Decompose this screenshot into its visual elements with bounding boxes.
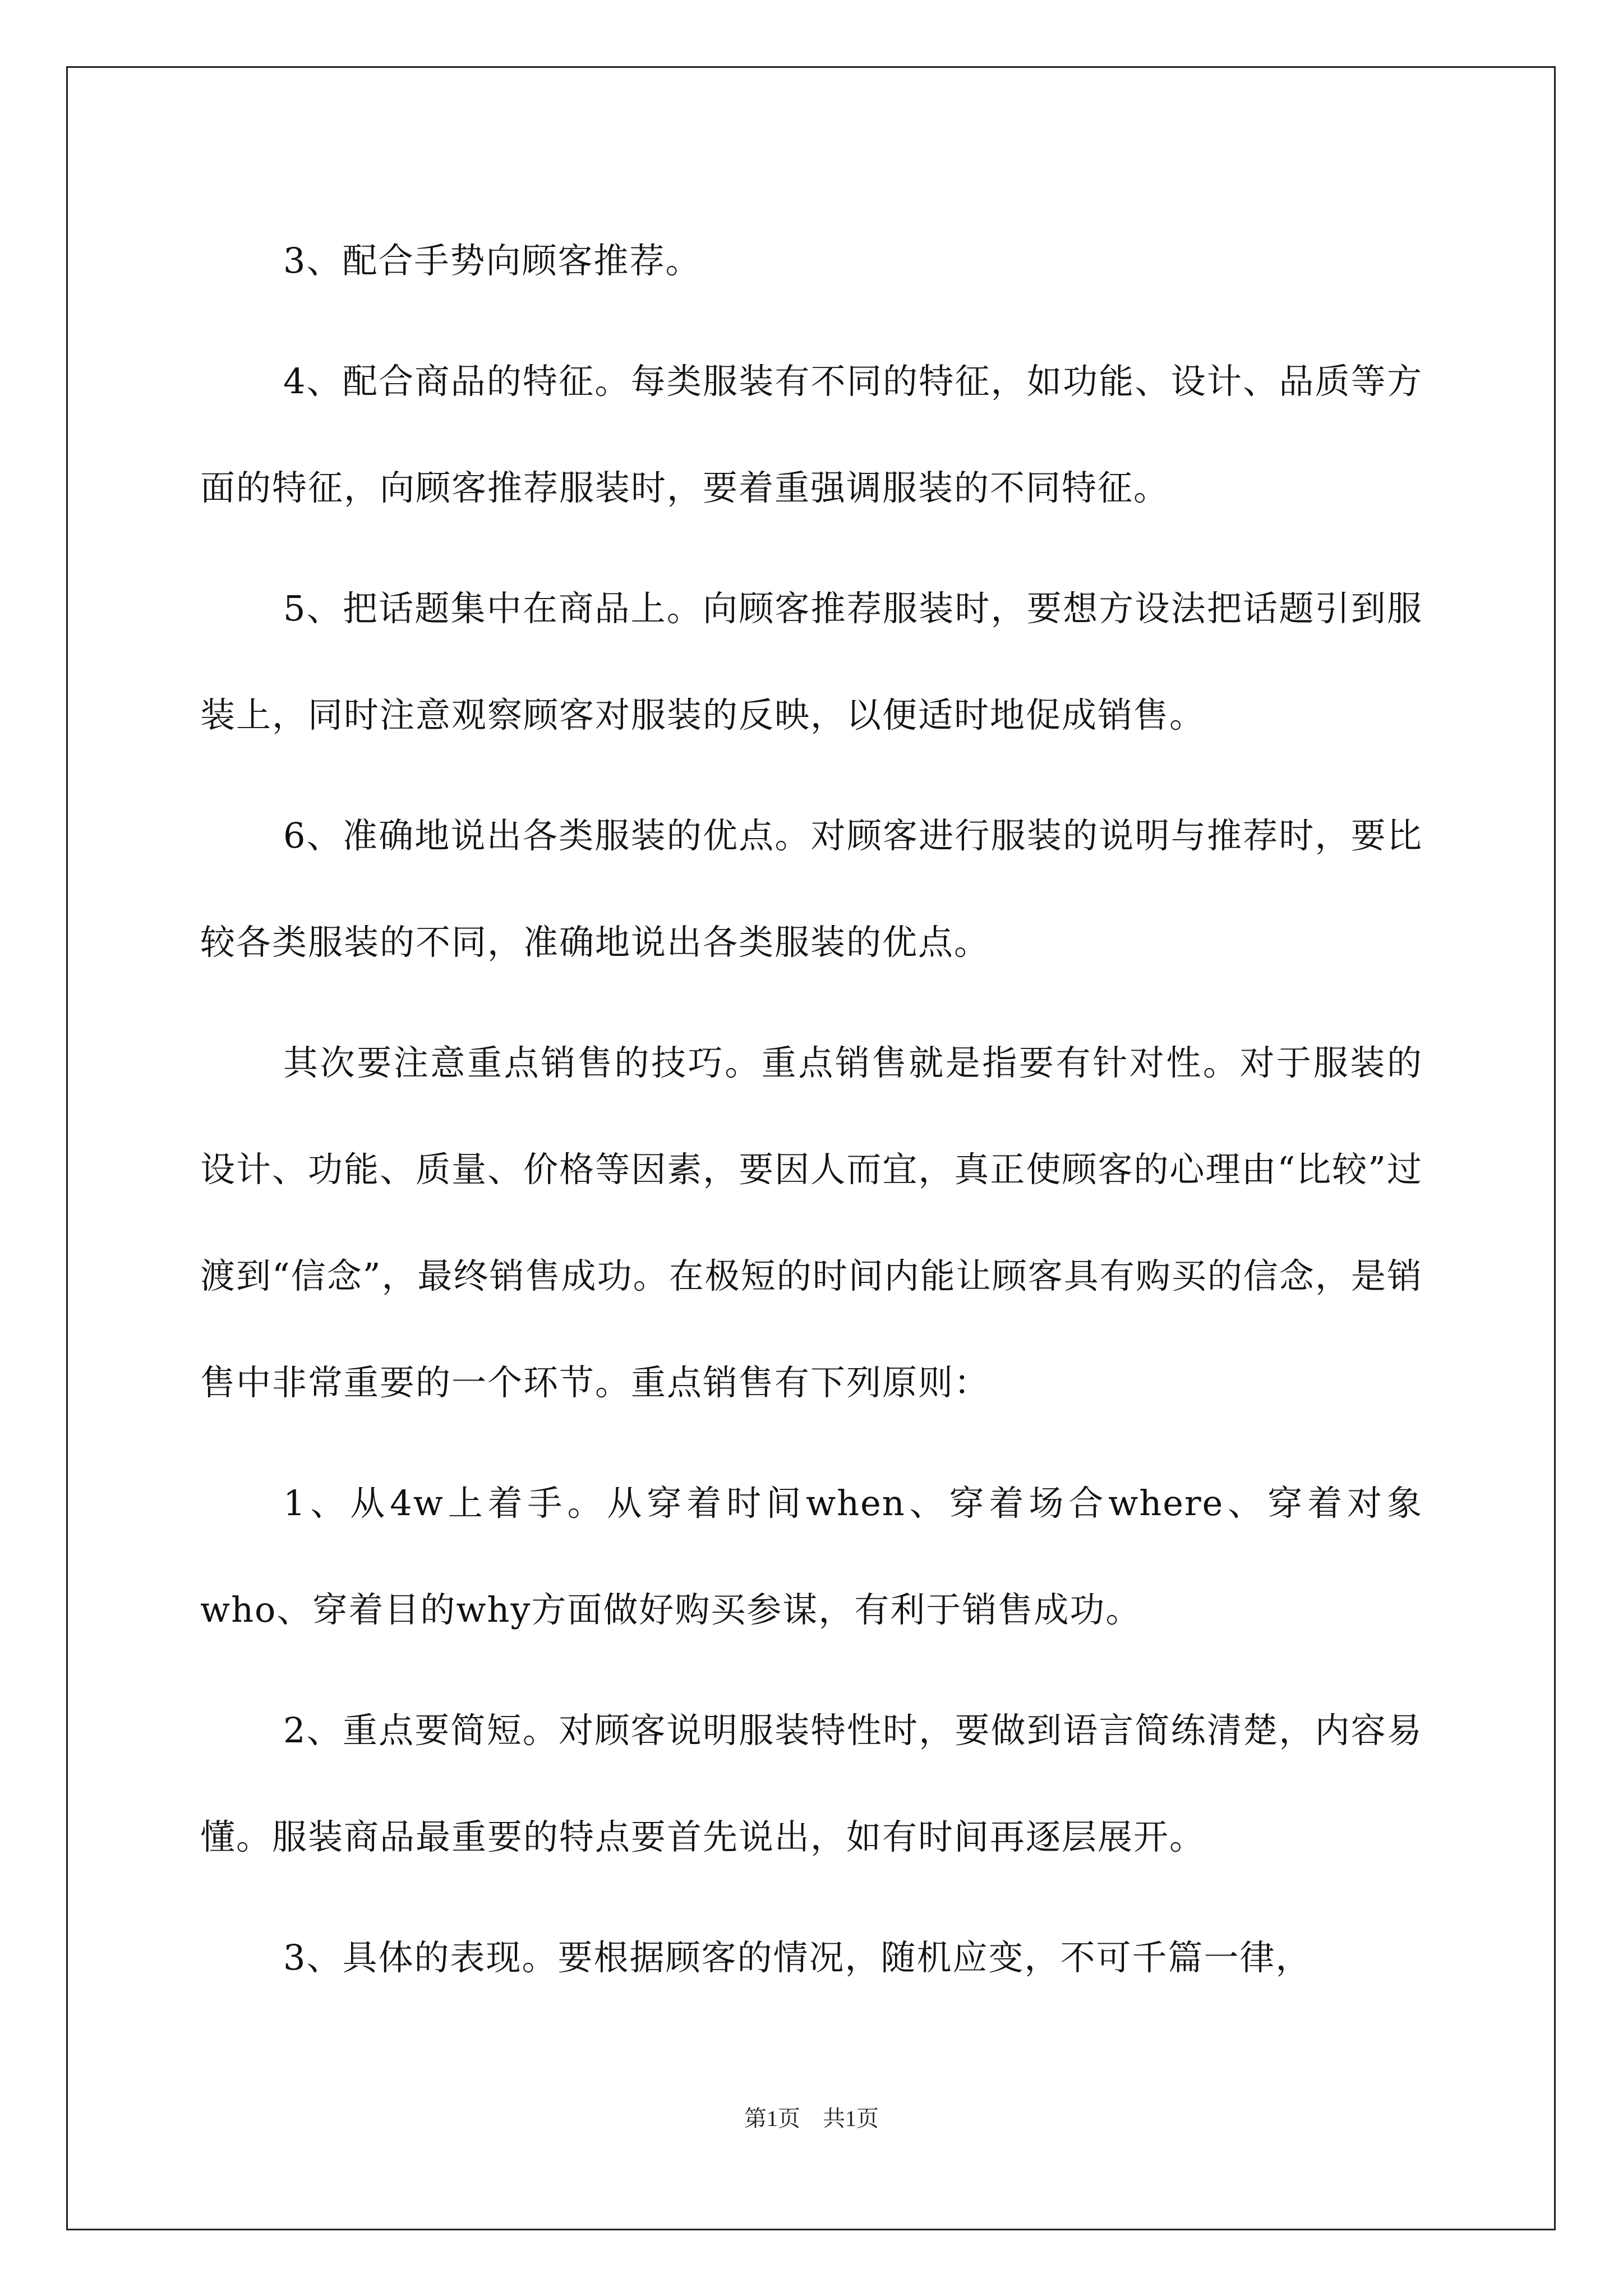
paragraph-principle-2-brief: 2、重点要简短。对顾客说明服装特性时，要做到语言简练清楚，内容易懂。服装商品最重要的特点要首先说出，如有时间再逐层展开。	[200, 1710, 1423, 1857]
page-footer: 第1页 共1页	[744, 2106, 879, 2131]
paragraph-principle-3-specific: 3、具体的表现。要根据顾客的情况，随机应变，不可千篇一律，	[283, 1937, 1312, 1978]
paragraph-item-4-features: 4、配合商品的特征。每类服装有不同的特征，如功能、设计、品质等方面的特征，向顾客推荐服装时，要着重强调服装的不同特征。	[200, 361, 1423, 508]
paragraph-principle-1-4w: 1、从4w上着手。从穿着时间when、穿着场合where、穿着对象who、穿着目的why方面做好购买参谋，有利于销售成功。	[200, 1483, 1423, 1630]
paragraph-item-5-topic: 5、把话题集中在商品上。向顾客推荐服装时，要想方设法把话题引到服装上，同时注意观察顾客对服装的反映，以便适时地促成销售。	[200, 588, 1423, 735]
paragraph-item-3-gesture: 3、配合手势向顾客推荐。	[283, 240, 702, 281]
paragraph-key-selling: 其次要注意重点销售的技巧。重点销售就是指要有针对性。对于服装的设计、功能、质量、价格等因素，要因人而宜，真正使顾客的心理由“比较”过渡到“信念”，最终销售成功。在极短的时间内能让顾客具有购买的信念，是销售中非常重要的一个环节。重点销售有下列原则：	[200, 1042, 1423, 1403]
paragraph-item-6-advantages: 6、准确地说出各类服装的优点。对顾客进行服装的说明与推荐时，要比较各类服装的不同，准确地说出各类服装的优点。	[200, 815, 1423, 963]
document-body	[200, 208, 1423, 2025]
